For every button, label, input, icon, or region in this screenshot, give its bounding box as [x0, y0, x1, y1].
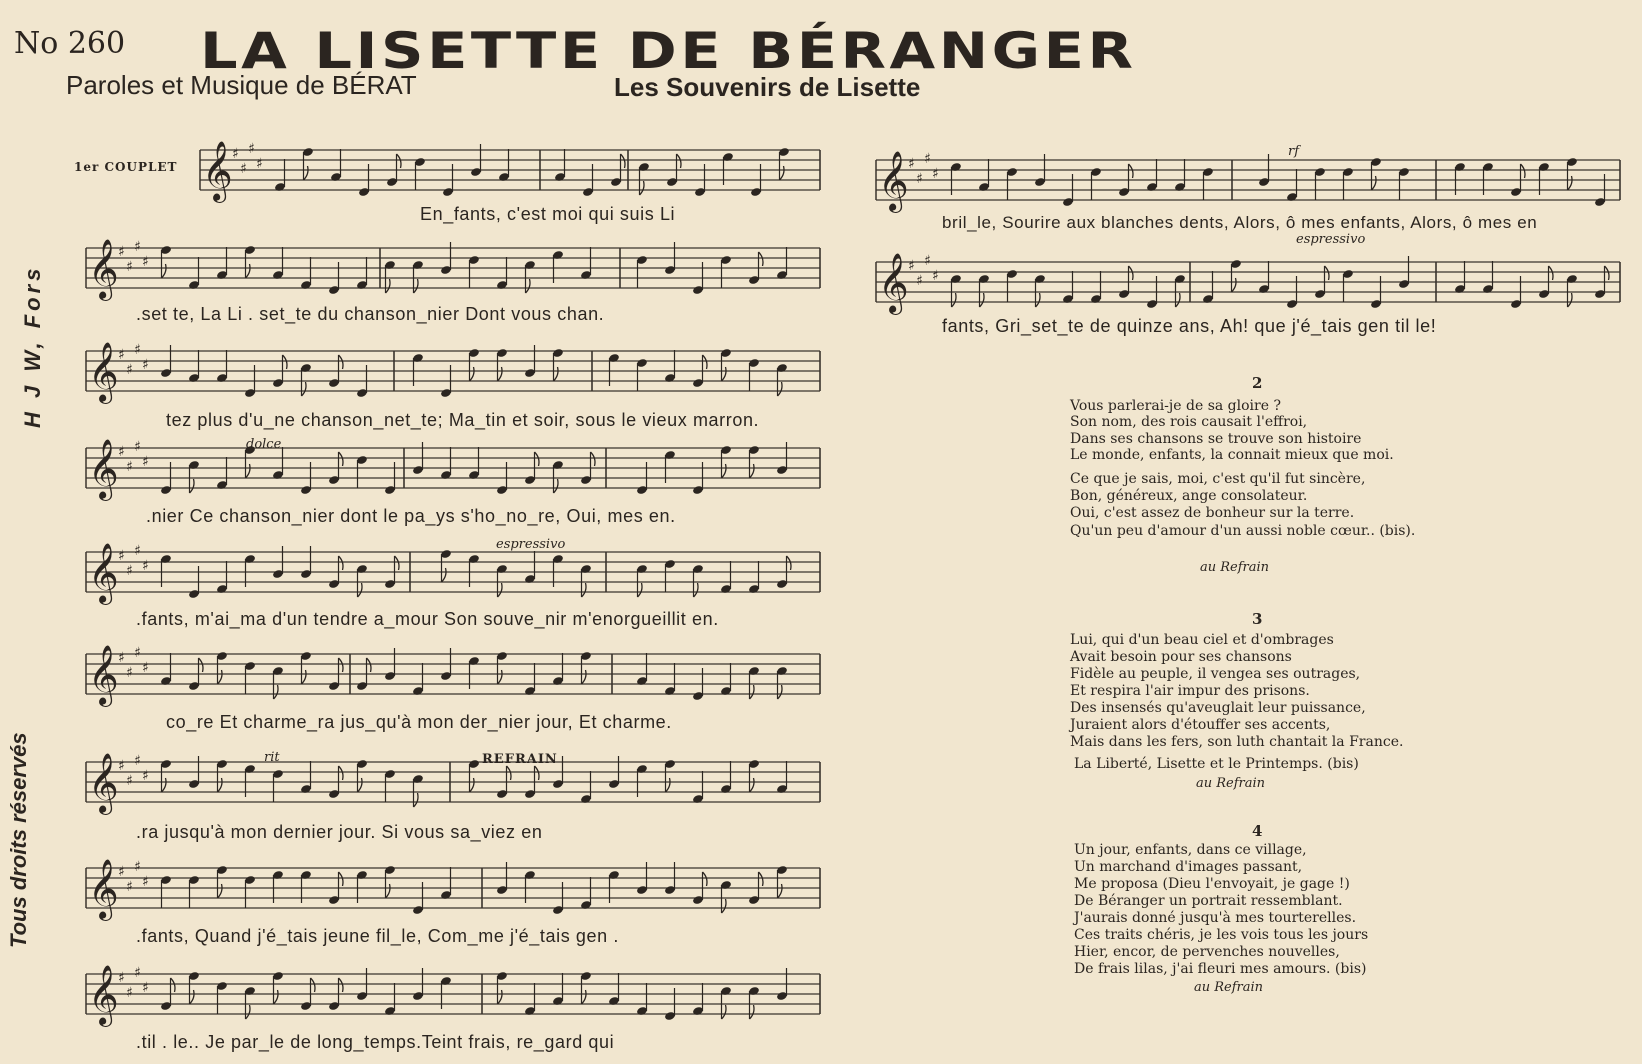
lyric-line-4: .nier Ce chanson_nier dont le pa_ys s'ho_no_re, Oui, mes en.: [146, 506, 676, 526]
verse-3-line-1: Lui, qui d'un beau ciel et d'ombrages: [1070, 632, 1334, 648]
svg-text:♯: ♯: [134, 543, 141, 559]
verse-4-line-3: Me proposa (Dieu l'envoyait, je gage !): [1074, 876, 1350, 892]
verse-2-line-1: Vous parlerai-je de sa gloire ?: [1070, 398, 1281, 414]
au-refrain-3: au Refrain: [1196, 776, 1266, 791]
lyric-line-9: .til . le.. Je par_le de long_temps.Teint frais, re_gard qui: [136, 1032, 615, 1052]
svg-text:♯: ♯: [916, 171, 923, 187]
verse-2-line-3: Dans ses chansons se trouve son histoire: [1070, 431, 1362, 447]
music-staff: [76, 732, 830, 822]
svg-text:𝄞: 𝄞: [88, 645, 119, 705]
verse-4-line-6: Ces traits chéris, je les vois tous les jours: [1074, 927, 1369, 943]
svg-text:♯: ♯: [118, 650, 125, 666]
verse-3-line-3: Fidèle au peuple, il vengea ses outrages,: [1070, 666, 1361, 682]
svg-text:♯: ♯: [256, 156, 263, 172]
lyric-line-1: En_fants, c'est moi qui suis Li: [420, 204, 676, 224]
svg-text:♯: ♯: [134, 753, 141, 769]
music-staff: [76, 624, 830, 714]
svg-text:♯: ♯: [118, 758, 125, 774]
verse-3-line-7: Mais dans les fers, son luth chantait la France.: [1070, 734, 1404, 750]
refrain-mark: REFRAIN: [482, 752, 558, 767]
svg-text:♯: ♯: [240, 161, 247, 177]
svg-text:♯: ♯: [142, 980, 149, 996]
rf-mark: rf: [1288, 144, 1300, 159]
svg-text:♯: ♯: [142, 254, 149, 270]
svg-text:𝄞: 𝄞: [88, 753, 119, 813]
svg-text:𝄞: 𝄞: [88, 859, 119, 919]
lyric-line-11: fants, Gri_set_te de quinze ans, Ah! que j'é_tais gen til le!: [942, 316, 1437, 336]
svg-text:♯: ♯: [134, 239, 141, 255]
lyric-line-8: .fants, Quand j'é_tais jeune fil_le, Com_me j'é_tais gen .: [136, 926, 619, 946]
svg-text:♯: ♯: [126, 773, 133, 789]
svg-text:𝄞: 𝄞: [202, 141, 233, 201]
svg-text:♯: ♯: [916, 273, 923, 289]
music-staff: [76, 838, 830, 928]
espressivo-mark-1: espressivo: [496, 537, 566, 552]
svg-text:♯: ♯: [248, 141, 255, 157]
verse-number-2: 2: [1252, 374, 1263, 392]
svg-text:♯: ♯: [126, 259, 133, 275]
verse-number-4: 4: [1252, 822, 1263, 840]
song-subtitle: Les Souvenirs de Lisette: [614, 72, 921, 102]
music-staff: [866, 130, 1630, 220]
verse-2-line-4: Le monde, enfants, la connait mieux que moi.: [1070, 447, 1394, 463]
svg-text:♯: ♯: [932, 166, 939, 182]
svg-text:♯: ♯: [118, 864, 125, 880]
song-title: LA LISETTE DE BÉRANGER: [200, 22, 1137, 80]
svg-text:♯: ♯: [232, 146, 239, 162]
svg-text:♯: ♯: [118, 347, 125, 363]
verse-3-line-5: Des insensés qu'aveuglait leur puissance,: [1070, 700, 1366, 716]
svg-text:♯: ♯: [126, 362, 133, 378]
svg-text:♯: ♯: [126, 985, 133, 1001]
verse-4-line-1: Un jour, enfants, dans ce village,: [1074, 842, 1307, 858]
svg-text:♯: ♯: [134, 965, 141, 981]
au-refrain-2: au Refrain: [1200, 560, 1270, 575]
svg-text:♯: ♯: [118, 244, 125, 260]
svg-text:𝄞: 𝄞: [88, 342, 119, 402]
verse-4-line-7: Hier, encor, de pervenches nouvelles,: [1074, 944, 1340, 960]
music-staff: [76, 944, 830, 1034]
lyric-line-10: bril_le, Sourire aux blanches dents, Alors, ô mes enfants, Alors, ô mes en: [942, 213, 1538, 232]
verse-3-line-4: Et respira l'air impur des prisons.: [1070, 683, 1310, 699]
svg-text:♯: ♯: [118, 970, 125, 986]
verse-2-line-2: Son nom, des rois causait l'effroi,: [1070, 414, 1308, 430]
svg-text:𝄞: 𝄞: [878, 151, 909, 211]
svg-text:♯: ♯: [142, 660, 149, 676]
svg-text:♯: ♯: [142, 768, 149, 784]
music-staff: [76, 418, 830, 508]
first-couplet-label: 1er COUPLET: [74, 160, 178, 174]
rit-mark: rit: [264, 750, 280, 765]
music-staff: [76, 218, 830, 308]
verse-3-line-6: Juraient alors d'étouffer ses accents,: [1070, 717, 1331, 733]
svg-text:♯: ♯: [118, 444, 125, 460]
verse-2-line-8: Qu'un peu d'amour d'un aussi noble cœur.. (bis).: [1070, 523, 1416, 539]
verse-4-line-8: De frais lilas, j'ai fleuri mes amours. (bis): [1074, 961, 1367, 977]
verse-number-3: 3: [1252, 610, 1263, 628]
music-staff: [76, 522, 830, 612]
svg-text:♯: ♯: [142, 558, 149, 574]
lyric-line-3: tez plus d'u_ne chanson_net_te; Ma_tin et soir, sous le vieux marron.: [166, 410, 760, 430]
verse-4-line-5: J'aurais donné jusqu'à mes tourterelles.: [1074, 910, 1357, 926]
svg-text:♯: ♯: [126, 459, 133, 475]
svg-text:♯: ♯: [142, 454, 149, 470]
rights-reserved: Tous droits réservés: [6, 732, 31, 948]
music-staff: [76, 321, 830, 411]
svg-text:♯: ♯: [908, 156, 915, 172]
verse-2-line-5: Ce que je sais, moi, c'est qu'il fut sincère,: [1070, 471, 1366, 487]
svg-text:♯: ♯: [134, 439, 141, 455]
author-credit: Paroles et Musique de BÉRAT: [66, 70, 417, 100]
verse-3-line-8: La Liberté, Lisette et le Printemps. (bis): [1074, 756, 1359, 772]
lyric-line-2: .set te, La Li . set_te du chanson_nier Dont vous chan.: [136, 304, 605, 324]
svg-text:♯: ♯: [118, 548, 125, 564]
svg-text:𝄞: 𝄞: [88, 543, 119, 603]
svg-text:♯: ♯: [126, 879, 133, 895]
svg-text:𝄞: 𝄞: [88, 965, 119, 1025]
svg-text:♯: ♯: [932, 268, 939, 284]
espressivo-mark-2: espressivo: [1296, 232, 1366, 247]
dolce-mark: dolce: [246, 437, 282, 452]
verse-2-line-6: Bon, généreux, ange consolateur.: [1070, 488, 1308, 504]
lyric-line-7: .ra jusqu'à mon dernier jour. Si vous sa_viez en: [136, 822, 543, 842]
svg-text:♯: ♯: [142, 357, 149, 373]
svg-text:♯: ♯: [142, 874, 149, 890]
svg-text:𝄞: 𝄞: [878, 253, 909, 313]
svg-text:♯: ♯: [924, 151, 931, 167]
verse-4-line-2: Un marchand d'images passant,: [1074, 859, 1303, 875]
svg-text:𝄞: 𝄞: [88, 439, 119, 499]
svg-text:♯: ♯: [134, 342, 141, 358]
svg-text:♯: ♯: [126, 563, 133, 579]
au-refrain-4: au Refrain: [1194, 980, 1264, 995]
card-number: No 260: [14, 26, 126, 61]
verse-3-line-2: Avait besoin pour ses chansons: [1070, 649, 1292, 665]
svg-text:𝄞: 𝄞: [88, 239, 119, 299]
svg-text:♯: ♯: [134, 645, 141, 661]
lyric-line-6: co_re Et charme_ra jus_qu'à mon der_nier jour, Et charme.: [166, 712, 672, 732]
svg-text:♯: ♯: [924, 253, 931, 269]
lyric-line-5: .fants, m'ai_ma d'un tendre a_mour Son souve_nir m'enorgueillit en.: [136, 609, 719, 629]
music-staff: [866, 232, 1630, 322]
music-staff: [190, 120, 830, 210]
svg-text:♯: ♯: [908, 258, 915, 274]
svg-text:♯: ♯: [126, 665, 133, 681]
verse-4-line-4: De Béranger un portrait ressemblant.: [1074, 893, 1343, 909]
svg-text:♯: ♯: [134, 859, 141, 875]
publisher-mark: H J W, Fors: [20, 264, 45, 428]
verse-2-line-7: Oui, c'est assez de bonheur sur la terre.: [1070, 505, 1355, 521]
